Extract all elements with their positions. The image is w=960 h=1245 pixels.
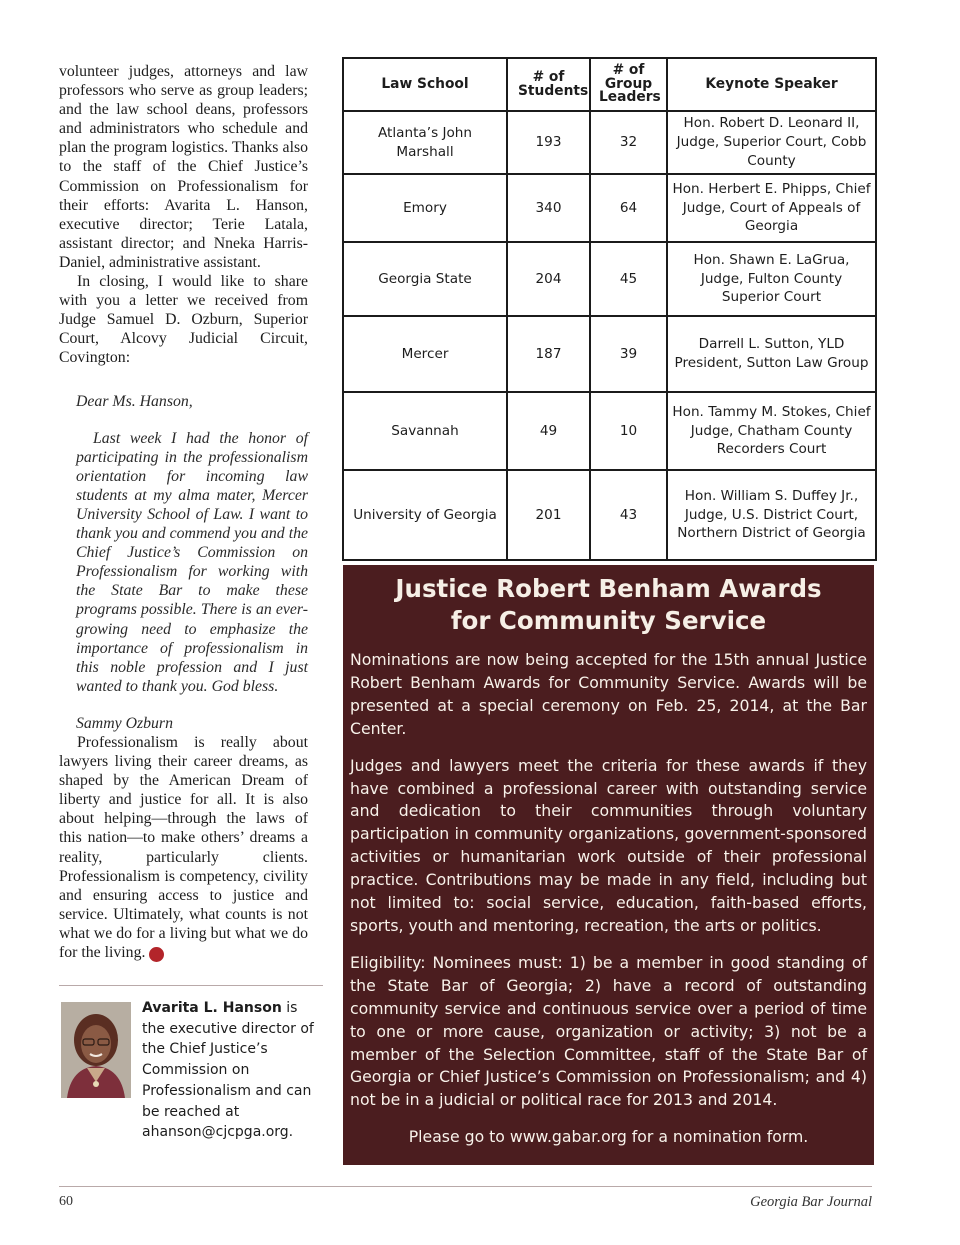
award-title-line-1: Justice Robert Benham Awards [395, 574, 822, 603]
award-title-line-2: for Community Service [450, 606, 767, 635]
benham-awards-box [343, 565, 874, 1165]
column-header-group-leaders: # of Group Leaders [590, 58, 667, 111]
orientation-table-container [342, 57, 875, 561]
cell-speaker: Hon. Herbert E. Phipps, Chief Judge, Court of Appeals of Georgia [667, 174, 876, 242]
article-paragraph [59, 733, 308, 962]
cell-speaker: Hon. Shawn E. LaGrua, Judge, Fulton County Superior Court [667, 242, 876, 316]
cell-students: 193 [507, 111, 590, 174]
footer-divider [59, 1186, 872, 1187]
end-of-article-mark: GBJ [149, 947, 164, 962]
bio-text [142, 998, 320, 1143]
author-name: Avarita L. Hanson [142, 1000, 282, 1016]
table-header-row [343, 58, 876, 111]
award-paragraph: Judges and lawyers meet the criteria for these awards if they have combined a professional career with outstanding service and dedication to their communities through voluntary participation in community organizations, government-sponsored activities or humanitarian work outside of their professional practice. Contributions may be made in any field, including but not limited to: social service, education, faith-based efforts, sports, youth and mentoring, recreation, the arts or politics. [350, 755, 867, 935]
cell-speaker: Hon. Robert D. Leonard II, Judge, Superior Court, Cobb County [667, 111, 876, 174]
table-row [343, 174, 876, 242]
author-photo [61, 1002, 131, 1098]
bio-description: is the executive director of the Chief Justice’s Commission on Professionalism and can be reached at ahanson@cjcpga.org. [142, 1000, 314, 1141]
cell-students: 340 [507, 174, 590, 242]
cell-school: University of Georgia [343, 470, 507, 560]
column-header-keynote-speaker: Keynote Speaker [667, 58, 876, 111]
award-nomination-link-text: Please go to www.gabar.org for a nomination form. [408, 1127, 809, 1147]
cell-students: 187 [507, 316, 590, 392]
author-portrait-icon [61, 1002, 131, 1098]
cell-leaders: 10 [590, 392, 667, 470]
letter-salutation: Dear Ms. Hanson, [76, 392, 193, 410]
article-paragraph: In closing, I would like to share with you a letter we received from Judge Samuel D. Ozburn, Superior Court, Alcovy Judicial Circuit, Covington: [59, 273, 308, 367]
cell-school: Atlanta’s John Marshall [343, 111, 507, 174]
cell-school: Georgia State [343, 242, 507, 316]
article-left-column [59, 62, 308, 962]
table-row [343, 111, 876, 174]
cell-students: 49 [507, 392, 590, 470]
award-title [350, 573, 867, 637]
award-eligibility: Eligibility: Nominees must: 1) be a member in good standing of the State Bar of Georgia; 2) have a record of outstanding community service and continuous service over a period of time to one or more cause, organization or activity; 3) not be a member of the Selection Committee, staff of the State Bar of Georgia or Chief Justice’s Commission on Professionalism; and 4) not be in a judicial or political race for 2013 and 2014. [350, 952, 867, 1110]
letter-body: Last week I had the honor of participating in the professionalism orientation for incoming law students at my alma mater, Mercer University School of Law. I want to thank you and commend you and the Chief Justice’s Commission on Professionalism for working with the State Bar to make these programs possible. There is an ever-growing need to emphasize the importance of professionalism in this noble profession and I just wanted to thank you. God bless. [76, 429, 308, 695]
table-row [343, 470, 876, 560]
orientation-table [342, 57, 877, 561]
cell-school: Savannah [343, 392, 507, 470]
column-header-students: # of Students [507, 58, 590, 111]
quoted-letter [59, 392, 308, 734]
cell-leaders: 64 [590, 174, 667, 242]
cell-school: Mercer [343, 316, 507, 392]
cell-students: 204 [507, 242, 590, 316]
letter-signature: Sammy Ozburn [76, 714, 173, 732]
table-row [343, 392, 876, 470]
cell-speaker: Hon. Tammy M. Stokes, Chief Judge, Chatham County Recorders Court [667, 392, 876, 470]
article-paragraph: volunteer judges, attorneys and law professors who serve as group leaders; and the law school deans, professors and administrators who schedule and plan the program logistics. Thanks also to the staff of the Chief Justice’s Commission on Professionalism for their efforts: Avarita L. Hanson, executive director; Terie Latala, assistant director; and Nneka Harris-Daniel, administrative assistant. [59, 63, 308, 271]
cell-leaders: 43 [590, 470, 667, 560]
column-divider [59, 985, 323, 986]
cell-leaders: 45 [590, 242, 667, 316]
journal-name: Georgia Bar Journal [750, 1194, 872, 1210]
cell-leaders: 32 [590, 111, 667, 174]
cell-students: 201 [507, 470, 590, 560]
cell-school: Emory [343, 174, 507, 242]
table-row [343, 242, 876, 316]
page-number: 60 [59, 1194, 73, 1209]
table-row [343, 316, 876, 392]
closing-paragraph-text: Professionalism is really about lawyers living their career dreams, as shaped by the American Dream of liberty and justice for all. It is also about helping—through the laws of this nation—to make others’ dreams a reality, particularly clients. Professionalism is competency, civility and ensuring access to justice and service. Ultimately, what counts is not what we do for a living but what we do for the living. [59, 734, 308, 962]
column-header-law-school: Law School [343, 58, 507, 111]
cell-speaker: Hon. William S. Duffey Jr., Judge, U.S. District Court, Northern District of Georgia [667, 470, 876, 560]
cell-leaders: 39 [590, 316, 667, 392]
cell-speaker: Darrell L. Sutton, YLD President, Sutton Law Group [667, 316, 876, 392]
award-paragraph: Nominations are now being accepted for the 15th annual Justice Robert Benham Awards for Community Service. Awards will be presented at a special ceremony on Feb. 25, 2014, at the Bar Center. [350, 650, 867, 738]
